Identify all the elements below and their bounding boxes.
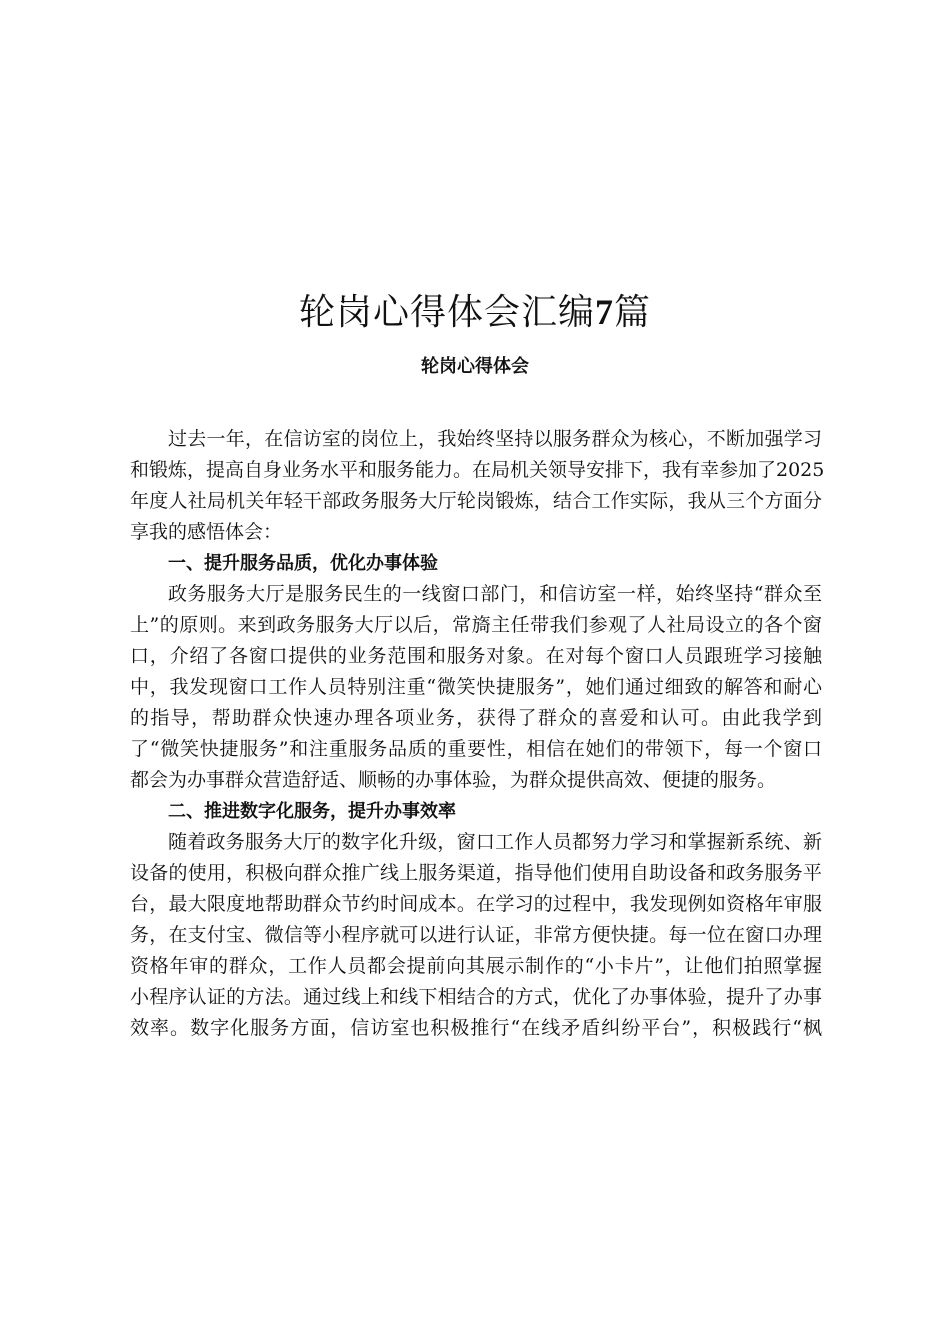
title-suffix: 篇 — [614, 292, 652, 333]
paragraph-line: 享我的感悟体会： — [130, 521, 283, 543]
paragraph-line: 小程序认证的方法。通过线上和线下相结合的方式，优化了办事体验，提升了办事 — [130, 986, 822, 1008]
paragraph-line: 随着政务服务大厅的数字化升级，窗口工作人员都努力学习和掌握新系统、新 — [168, 831, 822, 853]
paragraph-line: 都会为办事群众营造舒适、顺畅的办事体验，为群众提供高效、便捷的服务。 — [130, 769, 777, 791]
paragraph-line: 资格年审的群众，工作人员都会提前向其展示制作的“小卡片”，让他们拍照掌握 — [130, 955, 822, 977]
section-heading: 一、提升服务品质，优化办事体验 — [168, 553, 438, 574]
paragraph-line: 台，最大限度地帮助群众节约时间成本。在学习的过程中，我发现例如资格年审服 — [130, 893, 822, 915]
document-title — [0, 288, 950, 337]
title-number: 7 — [595, 292, 614, 332]
paragraph-line: 年度人社局机关年轻干部政务服务大厅轮岗锻炼，结合工作实际，我从三个方面分 — [130, 490, 822, 512]
paragraph-line: 口，介绍了各窗口提供的业务范围和服务对象。在对每个窗口人员跟班学习接触 — [130, 645, 822, 667]
paragraph-line: 的指导，帮助群众快速办理各项业务，获得了群众的喜爱和认可。由此我学到 — [130, 707, 822, 729]
section-heading: 二、推进数字化服务，提升办事效率 — [168, 801, 456, 822]
paragraph-line: 政务服务大厅是服务民生的一线窗口部门，和信访室一样，始终坚持“群众至 — [168, 583, 822, 605]
title-text: 轮岗心得体会汇编 — [298, 292, 595, 333]
paragraph-line: 设备的使用，积极向群众推广线上服务渠道，指导他们使用自助设备和政务服务平 — [130, 862, 822, 884]
paragraph-line: 过去一年，在信访室的岗位上，我始终坚持以服务群众为核心，不断加强学习 — [168, 428, 822, 450]
paragraph-line: 效率。数字化服务方面，信访室也积极推行“在线矛盾纠纷平台”，积极践行“枫 — [130, 1017, 822, 1039]
paragraph-line: 和锻炼，提高自身业务水平和服务能力。在局机关领导安排下，我有幸参加了2025 — [130, 459, 825, 481]
paragraph-line: 了“微笑快捷服务”和注重服务品质的重要性，相信在她们的带领下，每一个窗口 — [130, 738, 822, 760]
document-body — [130, 424, 825, 1044]
paragraph-line: 务，在支付宝、微信等小程序就可以进行认证，非常方便快捷。每一位在窗口办理 — [130, 924, 822, 946]
paragraph-line: 上”的原则。来到政务服务大厅以后，常旖主任带我们参观了人社局设立的各个窗 — [130, 614, 822, 636]
document-subtitle: 轮岗心得体会 — [421, 356, 529, 377]
paragraph-line: 中，我发现窗口工作人员特别注重“微笑快捷服务”，她们通过细致的解答和耐心 — [130, 676, 822, 698]
